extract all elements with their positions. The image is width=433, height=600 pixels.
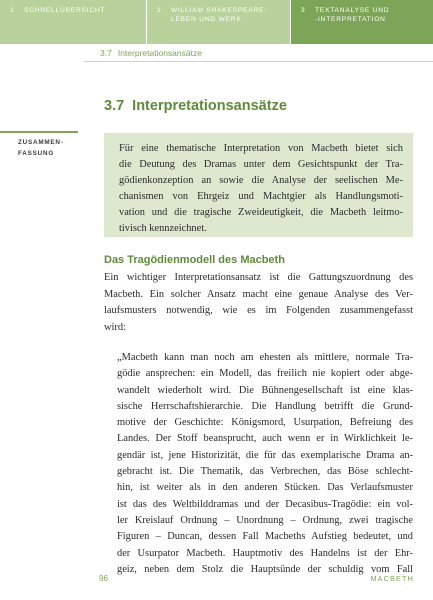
running-head-rule xyxy=(84,61,433,62)
tab-label: WILLIAM SHAKESPEARE: xyxy=(171,7,267,14)
summary-box xyxy=(104,133,413,237)
page-number: 96 xyxy=(99,574,108,583)
section-number: 3.7 xyxy=(104,98,125,114)
summary-line: Für eine thematische Interpretation von Macbeth bietet sich xyxy=(119,143,403,154)
paragraph-line: laufsmusters notwendig, wie es im Folgenden zusammengefasst xyxy=(104,305,413,316)
paragraph-line: Macbeth. Ein solcher Ansatz macht eine genaue Analyse des Ver- xyxy=(104,288,413,300)
margin-label-line: ZUSAMMEN- xyxy=(18,139,64,146)
block-quote xyxy=(117,350,413,578)
section-title-text: Interpretationsansätze xyxy=(132,98,287,114)
tab-label: TEXTANALYSE UND xyxy=(315,7,390,14)
quote-line: ist das des Weltbilddramas und der Decasibus-Tragödie: ein vol- xyxy=(117,498,413,510)
summary-line: chanismen von Ehrgeiz und Machtgier als Handlungsmoti- xyxy=(119,191,403,202)
tab-number: 1 xyxy=(10,7,15,14)
quote-line: wandelt wiederholt wird. Die Bühnengesellschaft ist eine klas- xyxy=(117,384,413,396)
quote-line: gebracht ist. Die Thematik, das Verbrechen, das Böse schlecht- xyxy=(117,466,413,478)
footer-book-title: MACBETH xyxy=(370,574,414,583)
quote-line: gendär ist, jene Historizität, die für das exemplarische Drama an- xyxy=(117,449,413,461)
quote-line: geiz, neben dem Stolz die Hauptsünde der schuldig vom Fall xyxy=(117,563,413,575)
summary-line: tivisch kennzeichnet. xyxy=(119,223,207,234)
tab-label-line-2: -INTERPRETATION xyxy=(315,16,386,23)
quote-line: gödie ansprechen: ein Modell, das freilich nie kopiert oder abge- xyxy=(117,368,413,380)
tab-label: SCHNELLÜBERSICHT xyxy=(24,7,106,14)
quote-line: der Usurpator Macbeth. Hauptmotiv des Handelns ist der Ehr- xyxy=(117,547,413,559)
tab-number: 3 xyxy=(301,7,306,14)
quote-line: Landes. Der Stoff beansprucht, auch wenn er in Wirklichkeit le- xyxy=(117,433,413,445)
margin-label-zusammenfassung xyxy=(0,131,78,159)
section-title xyxy=(104,98,287,114)
subheading-tragoedienmodell: Das Tragödienmodell des Macbeth xyxy=(104,254,285,266)
summary-line: die Deutung des Dramas unter dem Gesichtspunkt der Tra- xyxy=(119,159,403,170)
summary-line: vation und die tragische Zweideutigkeit, die Macbeth leitmo- xyxy=(119,207,403,218)
paragraph-line: wird: xyxy=(104,321,126,333)
chapter-tabs xyxy=(0,0,433,44)
quote-line: hin, ist weiter als in den anderen Stücken. Das Verlaufsmuster xyxy=(117,482,413,494)
quote-line: „Macbeth kann man noch am ehesten als mittlere, normale Tra- xyxy=(117,352,413,363)
quote-line: sische Herrschaftshierarchie. Die Handlung betrifft die Grund- xyxy=(117,400,413,412)
tab-textanalyse[interactable] xyxy=(290,0,433,44)
tab-leben-und-werk[interactable] xyxy=(146,0,290,44)
paragraph-line: Ein wichtiger Interpretationsansatz ist die Gattungszuordnung des xyxy=(104,272,413,283)
margin-label-line: FASSUNG xyxy=(18,150,55,157)
tab-label-line-2: LEBEN UND WERK xyxy=(171,16,242,23)
quote-line: motive der Geschichte: Königsmord, Usurpation, Befreiung des xyxy=(117,417,413,429)
quote-line: Figuren – Duncan, dessen Fall Macbeths Aufstieg bedeutet, und xyxy=(117,531,413,543)
tab-schnelluebersicht[interactable] xyxy=(0,0,146,44)
quote-line: ler Kreislauf Ordnung – Unordnung – Ordnung, zwei tragische xyxy=(117,514,413,526)
summary-line: gödienkonzeption an sowie die Analyse der seelischen Me- xyxy=(119,175,403,186)
running-head xyxy=(100,48,202,58)
running-head-number: 3.7 xyxy=(100,48,112,58)
body-paragraph xyxy=(104,270,413,336)
running-head-title: Interpretationsansätze xyxy=(117,48,202,58)
tab-number: 2 xyxy=(157,7,162,14)
